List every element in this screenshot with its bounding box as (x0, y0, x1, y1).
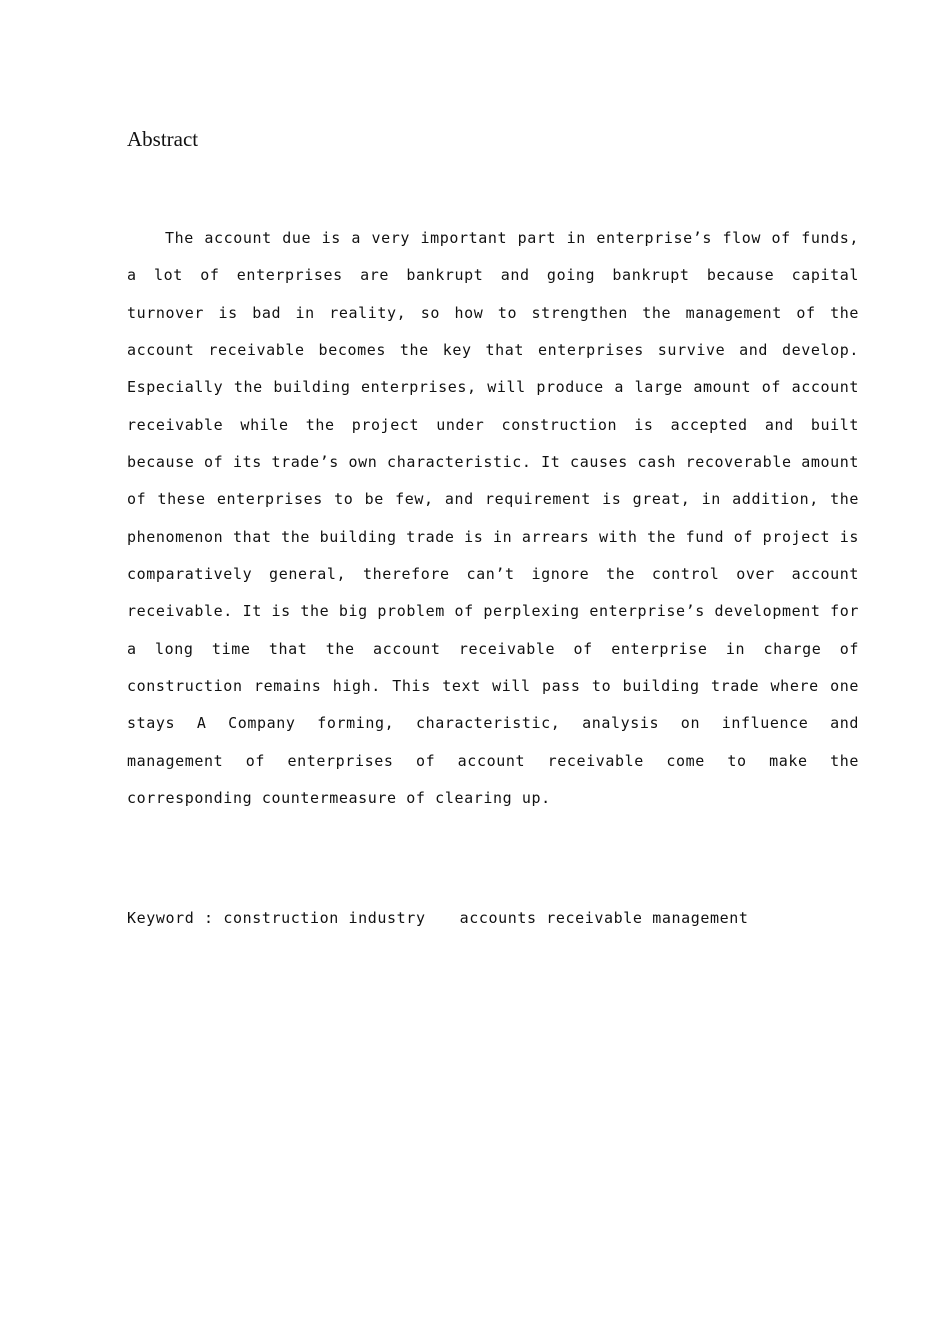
keyword-item: accounts receivable management (459, 909, 749, 927)
abstract-paragraph: The account due is a very important part in enterprise’s flow of funds, a lot of enterprises are bankrupt and going bankrupt because capital turnover is bad in reality, so how to strengthen the management of the account receivable becomes the key that enterprises survive and develop. Especially the building enterprises, will produce a large amount of account receivable while the project under construction is accepted and built because of its trade’s own characteristic. It causes cash recoverable amount of these enterprises to be few, and requirement is great, in addition, the phenomenon that the building trade is in arrears with the fund of project is comparatively general, therefore can’t ignore the control over account receivable. It is the big problem of perplexing enterprise’s development for a long time that the account receivable of enterprise in charge of construction remains high. This text will pass to building trade where one stays A Company forming, characteristic, analysis on influence and management of enterprises of account receivable come to make the corresponding countermeasure of clearing up. (127, 229, 859, 808)
keyword-line (127, 906, 749, 930)
keyword-label: Keyword : (127, 909, 214, 927)
abstract-heading: Abstract (127, 127, 199, 151)
keyword-item: construction industry (223, 909, 426, 927)
